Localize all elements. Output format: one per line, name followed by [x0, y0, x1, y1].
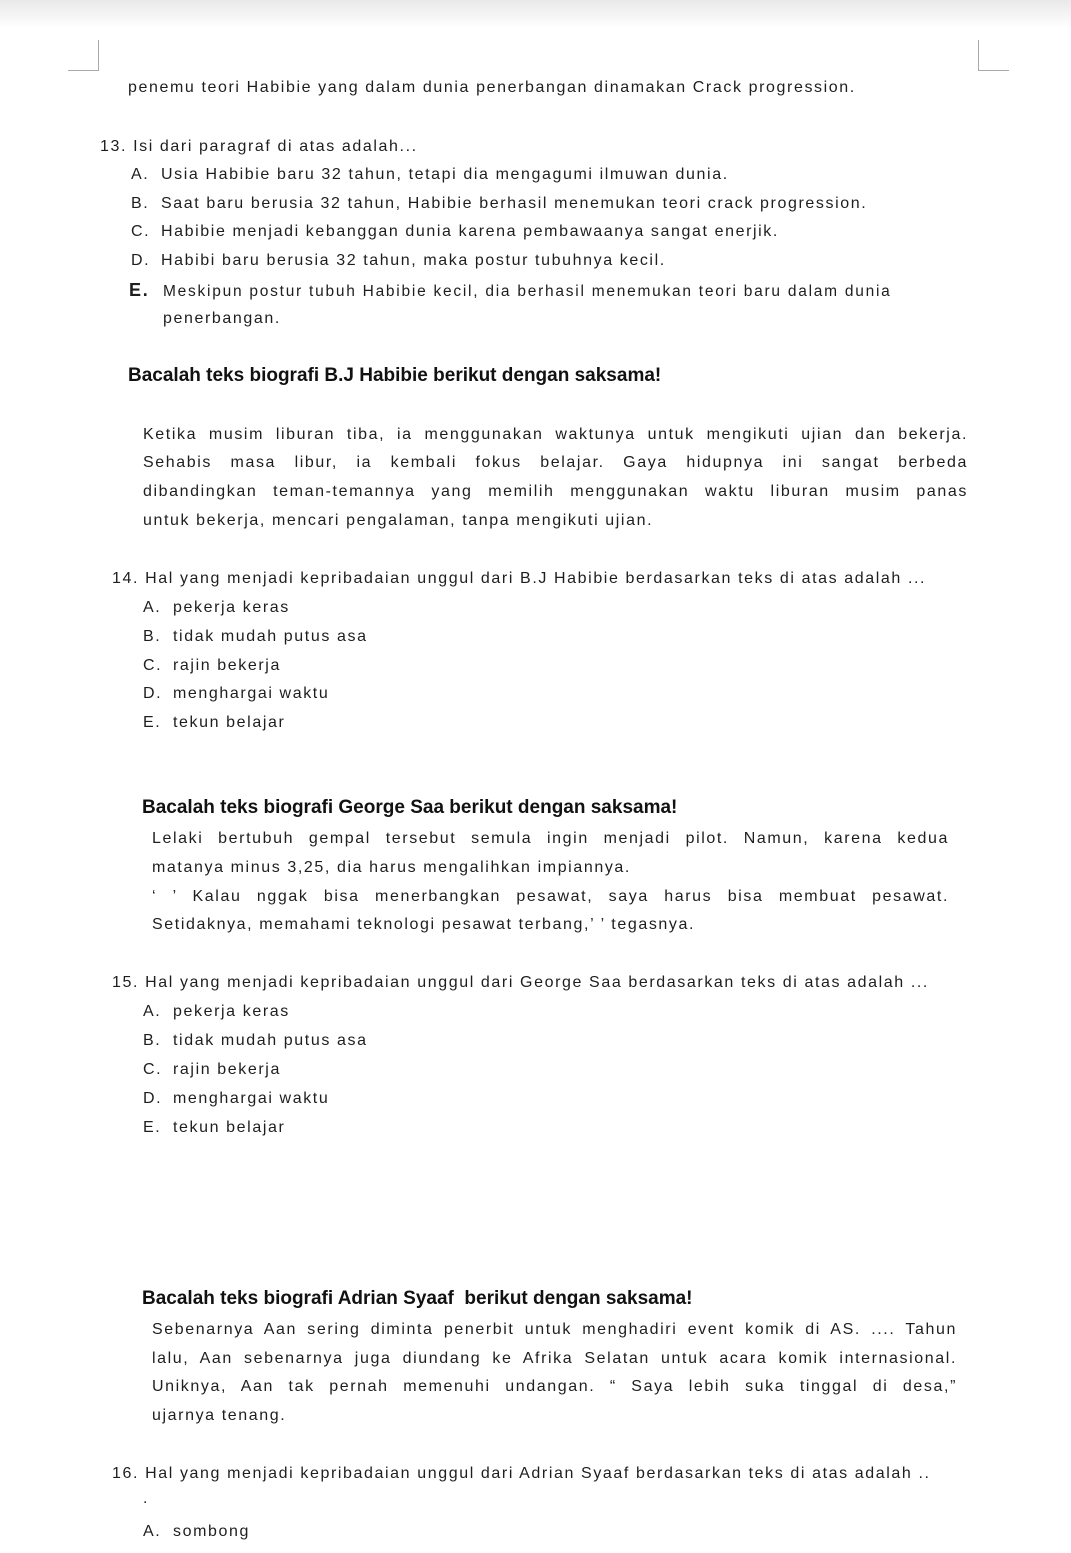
- q15-option-e: [143, 1118, 285, 1138]
- option-text: pekerja keras: [173, 599, 290, 616]
- option-text: rajin bekerja: [173, 1061, 281, 1078]
- option-text: sombong: [173, 1523, 251, 1540]
- q13-option-e: [129, 280, 892, 302]
- question-15: 15. Hal yang menjadi kepribadaian unggul dari George Saa berdasarkan teks di atas adalah ...: [112, 974, 929, 991]
- option-text: pekerja keras: [173, 1003, 290, 1020]
- habibie-text-line-2: Sehabis masa libur, ia kembali fokus belajar. Gaya hidupnya ini sangat berbeda: [143, 454, 968, 471]
- intro-tail-text: penemu teori Habibie yang dalam dunia penerbangan dinamakan Crack progression.: [128, 79, 856, 96]
- option-letter: E.: [129, 280, 150, 300]
- section-heading-habibie: Bacalah teks biografi B.J Habibie berikut dengan saksama!: [128, 365, 662, 386]
- option-letter: C.: [143, 1061, 163, 1078]
- option-text: Habibi baru berusia 32 tahun, maka postur tubuhnya kecil.: [161, 252, 666, 269]
- q15-option-a: [143, 1002, 290, 1022]
- q15-option-d: [143, 1089, 329, 1109]
- option-text: tidak mudah putus asa: [173, 1032, 368, 1049]
- option-letter: D.: [143, 685, 163, 702]
- george-text-line-4: Setidaknya, memahami teknologi pesawat terbang,’ ’ tegasnya.: [152, 916, 696, 933]
- q14-option-b: [143, 627, 368, 647]
- option-letter: B.: [143, 628, 162, 645]
- option-letter: A.: [143, 599, 162, 616]
- adrian-text-line-4: ujarnya tenang.: [152, 1407, 287, 1424]
- question-14: 14. Hal yang menjadi kepribadaian unggul dari B.J Habibie berdasarkan teks di atas adalah ...: [112, 570, 927, 587]
- section-heading-george: Bacalah teks biografi George Saa berikut dengan saksama!: [142, 797, 678, 818]
- option-text: tekun belajar: [173, 1119, 286, 1136]
- q14-option-a: [143, 598, 290, 618]
- option-letter: A.: [131, 166, 150, 183]
- option-letter: C.: [131, 223, 151, 240]
- q13-option-b: [131, 194, 867, 214]
- habibie-text-line-4: untuk bekerja, mencari pengalaman, tanpa mengikuti ujian.: [143, 512, 654, 529]
- q15-option-b: [143, 1031, 368, 1051]
- option-letter: B.: [131, 195, 150, 212]
- option-letter: D.: [131, 252, 151, 269]
- option-text: Meskipun postur tubuh Habibie kecil, dia berhasil menemukan teori baru dalam dunia: [163, 283, 892, 300]
- option-text: rajin bekerja: [173, 657, 281, 674]
- q14-option-e: [143, 713, 285, 733]
- q13-option-c: [131, 222, 779, 242]
- adrian-text-line-2: lalu, Aan sebenarnya juga diundang ke Afrika Selatan untuk acara komik internasional.: [152, 1350, 957, 1367]
- q15-option-c: [143, 1060, 281, 1080]
- question-13: 13. Isi dari paragraf di atas adalah...: [100, 138, 418, 155]
- option-letter: C.: [143, 657, 163, 674]
- george-text-line-1: Lelaki bertubuh gempal tersebut semula ingin menjadi pilot. Namun, karena kedua: [152, 830, 949, 847]
- option-text: menghargai waktu: [173, 1090, 330, 1107]
- adrian-text-line-1: Sebenarnya Aan sering diminta penerbit untuk menghadiri event komik di AS. .... Tahun: [152, 1321, 957, 1338]
- q14-option-d: [143, 684, 329, 704]
- q16-option-a: [143, 1522, 250, 1542]
- option-text: menghargai waktu: [173, 685, 330, 702]
- option-letter: E.: [143, 1119, 162, 1136]
- adrian-text-line-3: Uniknya, Aan tak pernah memenuhi undangan. “ Saya lebih suka tinggal di desa,”: [152, 1378, 957, 1395]
- habibie-text-line-1: Ketika musim liburan tiba, ia menggunakan waktunya untuk mengikuti ujian dan bekerja.: [143, 426, 968, 443]
- top-shadow: [0, 0, 1071, 28]
- option-text: Saat baru berusia 32 tahun, Habibie berhasil menemukan teori crack progression.: [161, 195, 868, 212]
- crop-mark-top-left: [68, 40, 99, 71]
- option-letter: A.: [143, 1523, 162, 1540]
- option-text: tekun belajar: [173, 714, 286, 731]
- section-heading-adrian: Bacalah teks biografi Adrian Syaaf berikut dengan saksama!: [142, 1288, 693, 1309]
- q13-option-d: [131, 251, 666, 271]
- option-letter: D.: [143, 1090, 163, 1107]
- q14-option-c: [143, 656, 281, 676]
- option-letter: B.: [143, 1032, 162, 1049]
- habibie-text-line-3: dibandingkan teman-temannya yang memilih menggunakan waktu liburan musim panas: [143, 483, 968, 500]
- george-text-line-2: matanya minus 3,25, dia harus mengalihkan impiannya.: [152, 859, 631, 876]
- q13-option-a: [131, 165, 729, 185]
- option-letter: A.: [143, 1003, 162, 1020]
- george-text-line-3: ‘ ’ Kalau nggak bisa menerbangkan pesawat, saya harus bisa membuat pesawat.: [152, 888, 949, 905]
- option-text: Usia Habibie baru 32 tahun, tetapi dia mengagumi ilmuwan dunia.: [161, 166, 729, 183]
- crop-mark-top-right: [978, 40, 1009, 71]
- option-text: Habibie menjadi kebanggan dunia karena pembawaanya sangat enerjik.: [161, 223, 779, 240]
- q13-option-e-continuation: penerbangan.: [163, 310, 281, 327]
- question-16-continuation: .: [143, 1490, 150, 1507]
- question-16: 16. Hal yang menjadi kepribadaian unggul dari Adrian Syaaf berdasarkan teks di atas adalah ..: [112, 1465, 931, 1482]
- option-letter: E.: [143, 714, 162, 731]
- option-text: tidak mudah putus asa: [173, 628, 368, 645]
